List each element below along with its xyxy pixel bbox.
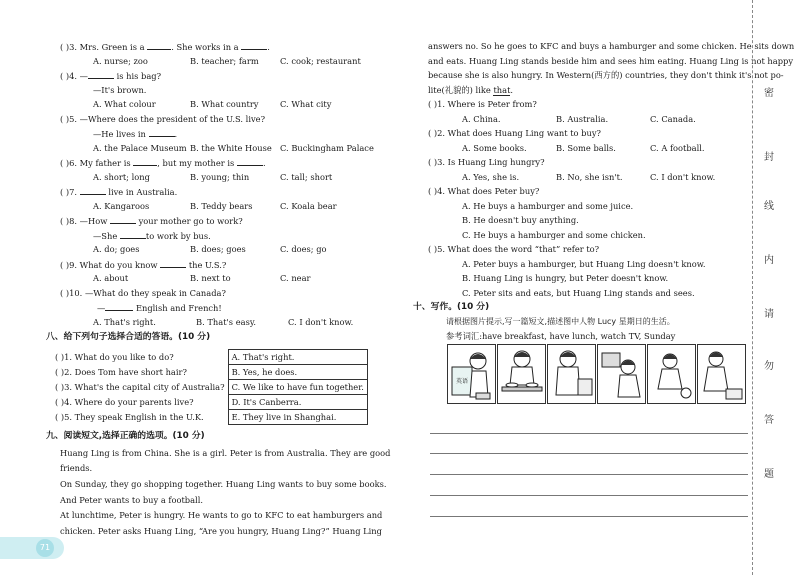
underlined-word: that <box>493 85 511 95</box>
option: A. nurse; zoo <box>93 56 148 66</box>
writing-line <box>430 453 748 454</box>
page-number: 71 <box>36 539 54 557</box>
option: B. teacher; farm <box>190 56 259 66</box>
page-number-tab <box>0 537 64 559</box>
table-row: ( )4. Where do your parents live? D. It's Canberra. <box>52 395 367 410</box>
option: C. cook; restaurant <box>280 56 361 66</box>
table-row: ( )5. They speak English in the U.K. E. They live in Shanghai. <box>52 410 367 425</box>
panel-tv <box>597 344 646 404</box>
book-label: 英语 <box>456 378 469 385</box>
writing-line <box>430 495 748 496</box>
panel-eating <box>497 344 546 404</box>
vocab-hint: 参考词汇:have breakfast, have lunch, watch TV, Sunday <box>446 331 676 341</box>
panel-evening <box>697 344 746 404</box>
table-row: ( )2. Does Tom have short hair? B. Yes, he does. <box>52 365 367 380</box>
table-row: ( )1. What do you like to do? A. That's right. <box>52 350 367 365</box>
writing-prompt: 请根据图片提示,写一篇短文,描述图中人物 Lucy 星期日的生活。 <box>446 317 675 326</box>
panel-play <box>647 344 696 404</box>
table-row: ( )3. What's the capital city of Australia? C. We like to have fun together. <box>52 380 367 395</box>
panel-breakfast-book <box>447 344 496 404</box>
section-10-title: 十、写作。(10 分) <box>413 302 490 312</box>
section-8-title: 八、给下列句子选择合适的答语。(10 分) <box>46 332 211 342</box>
panel-lunch <box>547 344 596 404</box>
matching-table <box>52 349 368 425</box>
writing-line <box>430 433 748 434</box>
writing-line <box>430 474 748 475</box>
writing-line <box>430 516 748 517</box>
binding-margin-line <box>752 0 753 575</box>
section-9-title: 九、阅读短文,选择正确的选项。(10 分) <box>46 431 205 441</box>
